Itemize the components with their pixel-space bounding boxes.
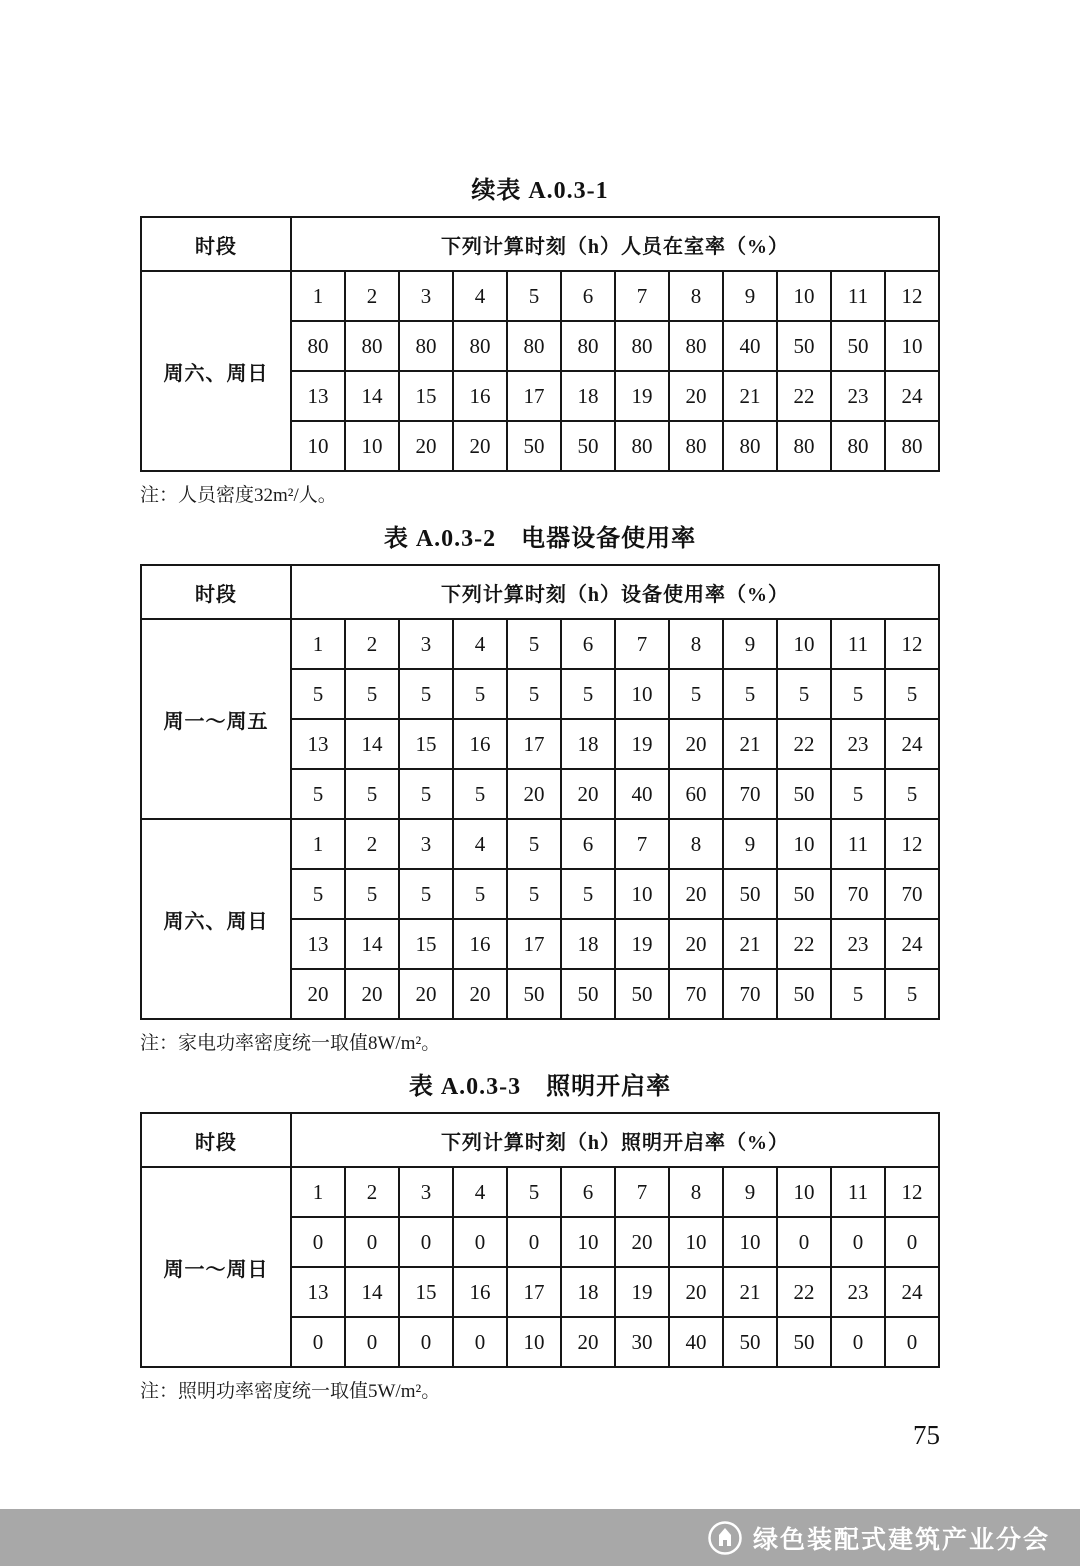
value-cell: 80: [777, 421, 831, 471]
value-cell: 19: [615, 919, 669, 969]
value-cell: 17: [507, 371, 561, 421]
value-cell: 14: [345, 371, 399, 421]
table-header-row: [141, 565, 939, 619]
value-cell: 5: [345, 769, 399, 819]
value-cell: 0: [345, 1217, 399, 1267]
value-cell: 5: [507, 619, 561, 669]
value-cell: 1: [291, 271, 345, 321]
value-cell: 70: [723, 969, 777, 1019]
value-cell: 0: [831, 1317, 885, 1367]
group-label-cell: 周一～周五: [141, 619, 291, 819]
value-cell: 5: [507, 819, 561, 869]
value-cell: 20: [669, 371, 723, 421]
value-cell: 13: [291, 919, 345, 969]
table-row: [141, 271, 939, 321]
value-cell: 23: [831, 371, 885, 421]
value-cell: 0: [507, 1217, 561, 1267]
value-cell: 5: [507, 869, 561, 919]
footer-brand: 绿色装配式建筑产业分会: [752, 1525, 1050, 1554]
value-cell: 4: [453, 619, 507, 669]
value-cell: 80: [561, 321, 615, 371]
value-cell: 10: [777, 619, 831, 669]
value-cell: 5: [399, 669, 453, 719]
value-cell: 11: [831, 1167, 885, 1217]
value-cell: 70: [885, 869, 939, 919]
value-cell: 1: [291, 1167, 345, 1217]
group-label-cell: 周一～周日: [141, 1167, 291, 1367]
table-row: [141, 1167, 939, 1217]
value-cell: 24: [885, 719, 939, 769]
value-cell: 19: [615, 719, 669, 769]
value-cell: 24: [885, 1267, 939, 1317]
value-cell: 17: [507, 719, 561, 769]
value-cell: 15: [399, 1267, 453, 1317]
value-cell: 80: [669, 421, 723, 471]
value-cell: 5: [345, 669, 399, 719]
value-cell: 80: [885, 421, 939, 471]
value-cell: 10: [345, 421, 399, 471]
value-cell: 14: [345, 719, 399, 769]
value-cell: 0: [777, 1217, 831, 1267]
values-header-cell: 下列计算时刻（h）设备使用率（%）: [291, 565, 939, 619]
value-cell: 12: [885, 819, 939, 869]
value-cell: 50: [507, 969, 561, 1019]
value-cell: 0: [399, 1317, 453, 1367]
value-cell: 9: [723, 1167, 777, 1217]
value-cell: 15: [399, 919, 453, 969]
value-cell: 0: [885, 1217, 939, 1267]
value-cell: 21: [723, 371, 777, 421]
value-cell: 19: [615, 371, 669, 421]
value-cell: 23: [831, 919, 885, 969]
value-cell: 20: [345, 969, 399, 1019]
value-cell: 20: [669, 869, 723, 919]
value-cell: 6: [561, 1167, 615, 1217]
value-cell: 50: [777, 1317, 831, 1367]
footer-logo-icon: [707, 1520, 743, 1556]
value-cell: 7: [615, 819, 669, 869]
value-cell: 11: [831, 819, 885, 869]
value-cell: 24: [885, 371, 939, 421]
value-cell: 16: [453, 371, 507, 421]
value-cell: 16: [453, 1267, 507, 1317]
value-cell: 0: [831, 1217, 885, 1267]
appliance-usage-table: [140, 564, 940, 1020]
value-cell: 50: [777, 321, 831, 371]
value-cell: 5: [885, 969, 939, 1019]
value-cell: 5: [507, 271, 561, 321]
value-cell: 10: [615, 869, 669, 919]
value-cell: 70: [831, 869, 885, 919]
value-cell: 18: [561, 371, 615, 421]
value-cell: 15: [399, 371, 453, 421]
value-cell: 10: [777, 819, 831, 869]
value-cell: 22: [777, 919, 831, 969]
value-cell: 20: [561, 769, 615, 819]
value-cell: 8: [669, 1167, 723, 1217]
lighting-usage-table: [140, 1112, 940, 1368]
value-cell: 5: [507, 669, 561, 719]
value-cell: 22: [777, 719, 831, 769]
value-cell: 18: [561, 719, 615, 769]
table-header-row: [141, 1113, 939, 1167]
occupancy-table: [140, 216, 940, 472]
value-cell: 20: [669, 719, 723, 769]
group-label-cell: 周六、周日: [141, 271, 291, 471]
value-cell: 5: [777, 669, 831, 719]
value-cell: 3: [399, 1167, 453, 1217]
value-cell: 5: [507, 1167, 561, 1217]
value-cell: 6: [561, 619, 615, 669]
value-cell: 80: [399, 321, 453, 371]
value-cell: 16: [453, 719, 507, 769]
value-cell: 50: [723, 1317, 777, 1367]
value-cell: 6: [561, 271, 615, 321]
value-cell: 10: [561, 1217, 615, 1267]
value-cell: 50: [561, 969, 615, 1019]
value-cell: 3: [399, 271, 453, 321]
value-cell: 50: [777, 969, 831, 1019]
table-row: [141, 819, 939, 869]
value-cell: 80: [453, 321, 507, 371]
value-cell: 50: [507, 421, 561, 471]
value-cell: 21: [723, 919, 777, 969]
value-cell: 22: [777, 1267, 831, 1317]
value-cell: 70: [669, 969, 723, 1019]
value-cell: 10: [615, 669, 669, 719]
table-row: [141, 619, 939, 669]
value-cell: 1: [291, 819, 345, 869]
value-cell: 1: [291, 619, 345, 669]
table2-note: 注：家电功率密度统一取值8W/m²。: [140, 1033, 441, 1054]
value-cell: 5: [561, 669, 615, 719]
value-cell: 6: [561, 819, 615, 869]
value-cell: 3: [399, 619, 453, 669]
value-cell: 20: [399, 421, 453, 471]
value-cell: 4: [453, 1167, 507, 1217]
value-cell: 21: [723, 1267, 777, 1317]
value-cell: 0: [291, 1217, 345, 1267]
value-cell: 13: [291, 719, 345, 769]
table1-title: 续表 A.0.3-1: [471, 178, 609, 204]
value-cell: 5: [723, 669, 777, 719]
value-cell: 10: [669, 1217, 723, 1267]
value-cell: 17: [507, 1267, 561, 1317]
value-cell: 5: [885, 669, 939, 719]
value-cell: 40: [723, 321, 777, 371]
value-cell: 16: [453, 919, 507, 969]
value-cell: 30: [615, 1317, 669, 1367]
value-cell: 12: [885, 619, 939, 669]
value-cell: 20: [453, 421, 507, 471]
table1-note: 注：人员密度32m²/人。: [140, 485, 337, 506]
value-cell: 5: [453, 869, 507, 919]
page-number: 75: [913, 1420, 940, 1450]
value-cell: 21: [723, 719, 777, 769]
period-header-cell: 时段: [141, 1113, 291, 1167]
value-cell: 5: [453, 669, 507, 719]
value-cell: 0: [453, 1217, 507, 1267]
value-cell: 20: [399, 969, 453, 1019]
value-cell: 18: [561, 919, 615, 969]
value-cell: 15: [399, 719, 453, 769]
value-cell: 50: [561, 421, 615, 471]
value-cell: 80: [723, 421, 777, 471]
value-cell: 5: [291, 869, 345, 919]
value-cell: 13: [291, 371, 345, 421]
values-header-cell: 下列计算时刻（h）人员在室率（%）: [291, 217, 939, 271]
value-cell: 20: [507, 769, 561, 819]
value-cell: 70: [723, 769, 777, 819]
period-header-cell: 时段: [141, 217, 291, 271]
value-cell: 80: [291, 321, 345, 371]
values-header-cell: 下列计算时刻（h）照明开启率（%）: [291, 1113, 939, 1167]
value-cell: 12: [885, 1167, 939, 1217]
value-cell: 24: [885, 919, 939, 969]
value-cell: 80: [669, 321, 723, 371]
value-cell: 22: [777, 371, 831, 421]
value-cell: 0: [885, 1317, 939, 1367]
value-cell: 7: [615, 271, 669, 321]
value-cell: 50: [777, 869, 831, 919]
value-cell: 2: [345, 819, 399, 869]
value-cell: 0: [345, 1317, 399, 1367]
value-cell: 2: [345, 619, 399, 669]
value-cell: 4: [453, 271, 507, 321]
period-header-cell: 时段: [141, 565, 291, 619]
value-cell: 5: [885, 769, 939, 819]
footer-bar: [0, 1509, 1080, 1566]
value-cell: 3: [399, 819, 453, 869]
value-cell: 7: [615, 1167, 669, 1217]
value-cell: 13: [291, 1267, 345, 1317]
value-cell: 5: [453, 769, 507, 819]
value-cell: 80: [615, 421, 669, 471]
value-cell: 50: [831, 321, 885, 371]
value-cell: 10: [777, 1167, 831, 1217]
value-cell: 40: [669, 1317, 723, 1367]
value-cell: 40: [615, 769, 669, 819]
table-header-row: [141, 217, 939, 271]
value-cell: 11: [831, 619, 885, 669]
value-cell: 8: [669, 819, 723, 869]
value-cell: 23: [831, 719, 885, 769]
value-cell: 0: [291, 1317, 345, 1367]
value-cell: 20: [669, 919, 723, 969]
value-cell: 23: [831, 1267, 885, 1317]
value-cell: 0: [453, 1317, 507, 1367]
table2-title: 表 A.0.3-2 电器设备使用率: [383, 526, 697, 552]
value-cell: 20: [561, 1317, 615, 1367]
value-cell: 10: [777, 271, 831, 321]
value-cell: 7: [615, 619, 669, 669]
value-cell: 12: [885, 271, 939, 321]
value-cell: 20: [453, 969, 507, 1019]
value-cell: 20: [615, 1217, 669, 1267]
value-cell: 0: [399, 1217, 453, 1267]
value-cell: 5: [669, 669, 723, 719]
value-cell: 9: [723, 271, 777, 321]
value-cell: 4: [453, 819, 507, 869]
value-cell: 19: [615, 1267, 669, 1317]
value-cell: 2: [345, 1167, 399, 1217]
value-cell: 80: [345, 321, 399, 371]
value-cell: 5: [399, 869, 453, 919]
value-cell: 60: [669, 769, 723, 819]
group-label-cell: 周六、周日: [141, 819, 291, 1019]
value-cell: 5: [291, 669, 345, 719]
value-cell: 5: [831, 669, 885, 719]
value-cell: 50: [723, 869, 777, 919]
value-cell: 80: [507, 321, 561, 371]
value-cell: 2: [345, 271, 399, 321]
value-cell: 10: [723, 1217, 777, 1267]
value-cell: 14: [345, 919, 399, 969]
value-cell: 50: [777, 769, 831, 819]
value-cell: 14: [345, 1267, 399, 1317]
value-cell: 8: [669, 271, 723, 321]
value-cell: 10: [507, 1317, 561, 1367]
value-cell: 5: [561, 869, 615, 919]
value-cell: 10: [885, 321, 939, 371]
table3-title: 表 A.0.3-3 照明开启率: [408, 1074, 672, 1100]
value-cell: 80: [615, 321, 669, 371]
value-cell: 17: [507, 919, 561, 969]
value-cell: 10: [291, 421, 345, 471]
value-cell: 5: [399, 769, 453, 819]
value-cell: 18: [561, 1267, 615, 1317]
value-cell: 11: [831, 271, 885, 321]
value-cell: 5: [291, 769, 345, 819]
value-cell: 20: [669, 1267, 723, 1317]
value-cell: 20: [291, 969, 345, 1019]
value-cell: 50: [615, 969, 669, 1019]
value-cell: 9: [723, 619, 777, 669]
value-cell: 5: [831, 769, 885, 819]
value-cell: 9: [723, 819, 777, 869]
table3-note: 注：照明功率密度统一取值5W/m²。: [140, 1381, 441, 1402]
value-cell: 5: [345, 869, 399, 919]
value-cell: 8: [669, 619, 723, 669]
value-cell: 5: [831, 969, 885, 1019]
value-cell: 80: [831, 421, 885, 471]
